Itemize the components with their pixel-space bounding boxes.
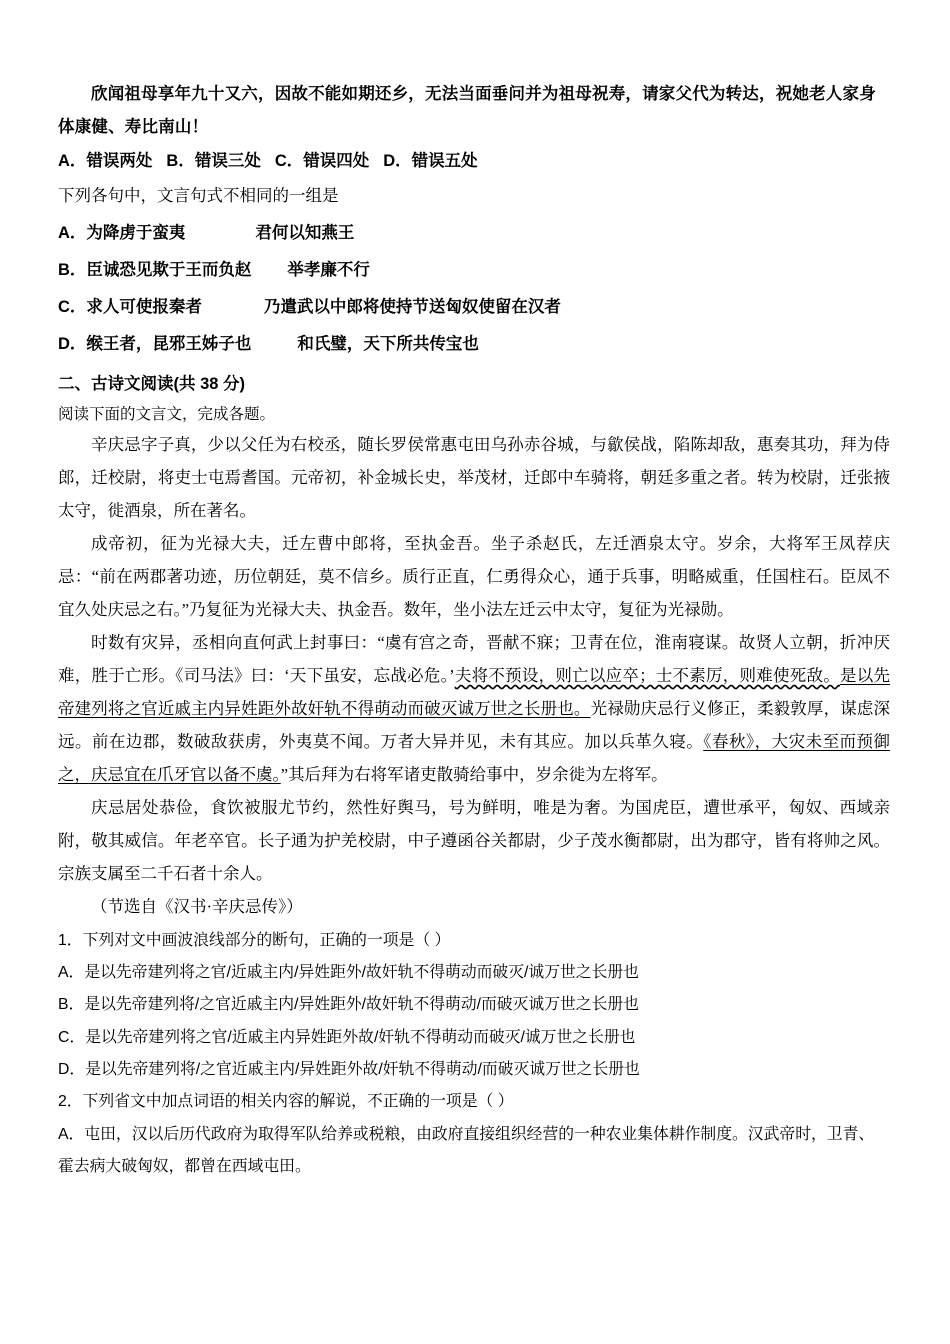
passage-paragraph-4: 庆忌居处恭俭，食饮被服尤节约，然性好舆马，号为鲜明，唯是为奢。为国虎臣，遭世承平，匈奴、西域亲附，敬其威信。年老卒官。长子通为护羌校尉，中子遵函谷关都尉，少子茂水衡都尉，出为郡守，皆有将帅之风。宗族支属至二千石者十余人。 — [58, 797, 890, 883]
question-1-option-b: B．是以先帝建列将/之官近戚主内/异姓距外/故奸轨不得萌动/而破灭诚万世之长册也 — [58, 996, 639, 1014]
pattern-option-c-right: 乃遣武以中郎将使持节送匈奴使留在汉者 — [263, 298, 561, 317]
pattern-option-d-left: 缑王者，昆邪王姊子也 — [86, 335, 252, 354]
question-2-text: 下列省文中加点词语的相关内容的解说，不正确的一项是（ ） — [82, 1093, 514, 1111]
section-title: 二、古诗文阅读(共 38 分) — [58, 375, 246, 394]
passage-p3-wavy-underline-1: 夫将不预设，则亡以应卒；士不素厉，则难使死敌。 — [454, 665, 841, 685]
pattern-option-b — [58, 252, 890, 289]
question-1-number: 1． — [58, 931, 83, 949]
section-subtitle: 阅读下面的文言文，完成各题。 — [58, 405, 276, 423]
passage-p3-underline-segment: 是以先帝建列将之官近戚主内异姓距外故奸轨不得萌动而破灭诚万世之长册也。 — [58, 665, 891, 718]
passage-p3-part-d: ”其后拜为右将军诸吏散骑给事中，岁余徙为左将军。 — [280, 764, 668, 784]
passage-paragraph-1: 辛庆忌字子真，少以父任为右校丞，随长罗侯常惠屯田乌孙赤谷城，与歙侯战，陷陈却敌，惠奏其功，拜为侍郎，迁校尉，将吏士屯焉耆国。元帝初，补金城长史，举茂材，迁郎中车骑将，朝廷多重之者。转为校尉，迁张掖太守，徙酒泉，所在著名。 — [58, 434, 890, 520]
lead-paragraph: 欣闻祖母享年九十又六，因故不能如期还乡，无法当面垂问并为祖母祝寿，请家父代为转达，祝她老人家身体康健、寿比南山！ — [58, 85, 876, 136]
question-2-option-a-line2: 霍去病大破匈奴，都曾在西域屯田。 — [58, 1158, 311, 1176]
pattern-option-c-label: C． — [58, 298, 87, 317]
lead-option-d: D．错误五处 — [383, 152, 478, 170]
pattern-option-a-left: 为降虏于蛮夷 — [86, 223, 186, 242]
passage-paragraph-3 — [58, 626, 890, 791]
pattern-option-b-right: 举孝廉不行 — [287, 261, 370, 280]
lead-option-b: B．错误三处 — [166, 152, 261, 170]
question-1-option-c: C．是以先帝建列将之官/近戚主内异姓距外故/奸轨不得萌动而破灭/诚万世之长册也 — [58, 1028, 636, 1046]
question-stem-sentence-pattern: 下列各句中，文言句式不相同的一组是 — [58, 187, 339, 206]
pattern-option-d-right: 和氏璧，天下所共传宝也 — [297, 335, 479, 354]
pattern-option-b-left: 臣诚恐见欺于王而负赵 — [86, 261, 252, 280]
pattern-option-d-label: D． — [58, 335, 87, 354]
pattern-option-d — [58, 326, 890, 363]
passage-p3-dotted-segment: 《春秋》，大灾未至而预御之，庆忌宜在爪牙官以备不虞。 — [58, 731, 891, 784]
pattern-option-b-label: B． — [58, 261, 87, 280]
question-2-number: 2． — [58, 1093, 83, 1111]
pattern-option-a-label: A． — [58, 223, 87, 242]
passage-paragraph-2: 成帝初，征为光禄大夫，迁左曹中郎将，至执金吾。坐子杀赵氏，左迁酒泉太守。岁余，大将军王凤荐庆忌：“前在两郡著功迹，历位朝廷，莫不信乡。质行正直，仁勇得众心，通于兵事，明略威重，任国柱石。臣凤不宜久处庆忌之右。”乃复征为光禄大夫、执金吾。数年，坐小法左迁云中太守，复征为光禄勋。 — [58, 533, 890, 619]
question-1-option-d: D．是以先帝建列将/之官近戚主内/异姓距外故/奸轨不得萌动/而破灭诚万世之长册也 — [58, 1061, 640, 1079]
pattern-option-c-left: 求人可使报秦者 — [86, 298, 202, 317]
question-1-stem — [58, 925, 890, 957]
pattern-option-c — [58, 289, 890, 326]
lead-option-c: C．错误四处 — [274, 152, 370, 170]
passage-p3-part-a: 时数有灾异，丞相向直何武上封事曰：“虞有宫之奇，晋献不寐；卫青在位，淮南寝谋。故贤人立朝，折冲厌难，胜于亡形。《司马法》曰：‘天下虽安，忘战必危。’ — [58, 632, 890, 685]
passage-source: （节选自《汉书·辛庆忌传》） — [91, 896, 303, 916]
question-1-option-a: A．是以先帝建列将之官/近戚主内/异姓距外/故奸轨不得萌动而破灭/诚万世之长册也 — [58, 963, 639, 981]
lead-option-a: A．错误两处 — [58, 152, 153, 170]
question-2-option-a-line1: A．屯田，汉以后历代政府为取得军队给养或税粮，由政府直接组织经营的一种农业集体耕作制度。汉武帝时，卫青、 — [58, 1125, 875, 1143]
passage-p3-part-c: 光禄勋庆忌行义修正，柔毅敦厚，谋虑深远。前在边郡，数破敌获虏，外夷莫不闻。万者大异并见，未有其应。加以兵革久寝。 — [58, 698, 891, 751]
question-1-text: 下列对文中画波浪线部分的断句，正确的一项是（ ） — [82, 931, 451, 949]
lead-options-row — [58, 144, 890, 179]
pattern-option-a — [58, 215, 890, 252]
pattern-option-a-right: 君何以知燕王 — [255, 223, 355, 242]
question-2-stem — [58, 1086, 890, 1118]
